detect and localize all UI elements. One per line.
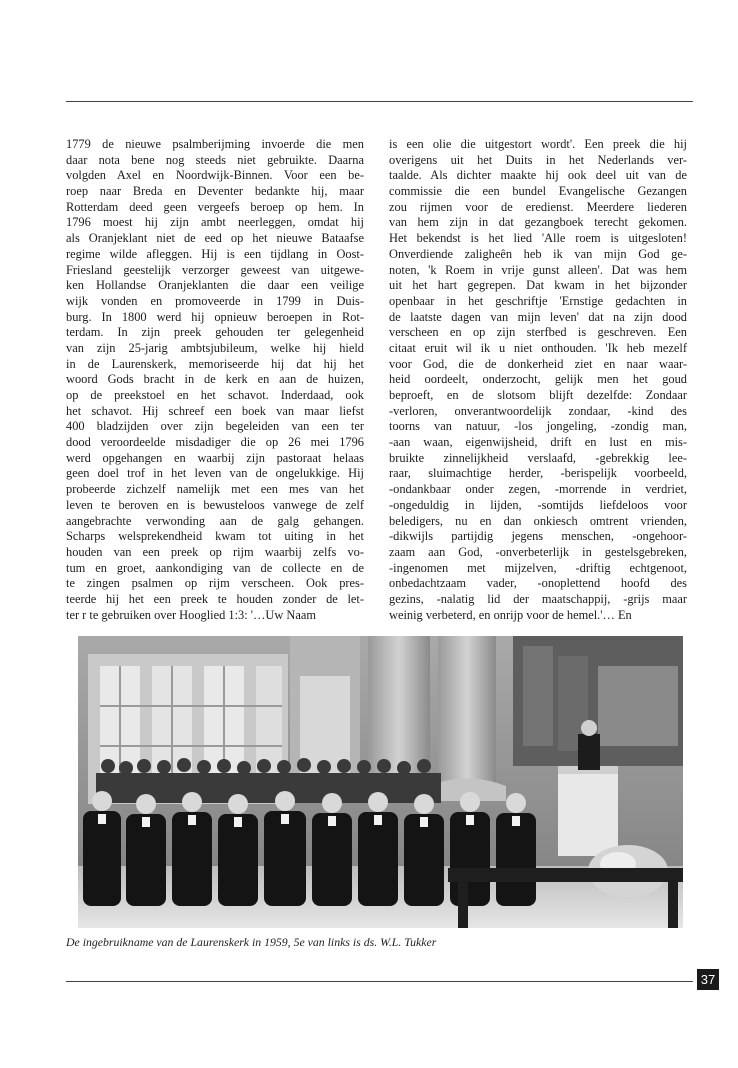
text-line: als Oranjeklant niet de eed op het nieuwe Bataafse xyxy=(66,231,364,246)
photo-caption: De ingebruikname van de Laurenskerk in 1959, 5e van links is ds. W.L. Tukker xyxy=(66,935,437,949)
text-line: leven te beroven en is bewusteloos vanwege de zelf xyxy=(66,497,364,512)
text-line: ter r te gebruiken over Hooglied 1:3: '…Uw Naam xyxy=(66,607,316,622)
bottom-rule xyxy=(66,981,693,982)
text-line: voor God, die de donkerheid ziet en naar waar- xyxy=(389,356,687,371)
text-line: is een olie die uitgestort wordt'. Een preek die hij xyxy=(389,137,687,151)
text-line: uit het hart gegrepen. Dat kwam in het bijzonder xyxy=(389,278,687,293)
top-rule xyxy=(66,101,693,102)
left-text-column xyxy=(66,137,364,623)
text-line: Rotterdam deed geen vergeefs beroep op hem. In xyxy=(66,199,364,214)
text-line: -ongeduldig in lijden, -somtijds liefdeloos voor xyxy=(389,497,687,512)
text-line: openbaar in het geschriftje 'Ernstige gedachten in xyxy=(389,293,687,308)
text-line: teerde hij het een preek te houden zonder de let- xyxy=(66,591,364,606)
text-line: commissie die een bundel Evangelische Gezangen xyxy=(389,184,687,199)
text-line: terdam. In zijn preek gehouden ter gelegenheid xyxy=(66,325,364,340)
page-number: 37 xyxy=(697,969,719,990)
text-line: regime wilde afleggen. Hij is een tijdlang in Oost- xyxy=(66,246,364,261)
text-line: citaat eruit wil ik u niet onthouden. 'Ik heb mezelf xyxy=(389,340,687,355)
text-line: raar, sluimachtige herder, -berispelijk voorbeeld, xyxy=(389,466,687,481)
text-line: zaam aan God, -onverbeterlijk in gestelsgebreken, xyxy=(389,544,687,559)
text-line: roep naar Breda en Deventer bedankte hij, maar xyxy=(66,184,364,199)
text-line: ken Hollandse Oranjeklanten die daar een veilige xyxy=(66,278,364,293)
text-line: bruikte zinnelijkheid verslaafd, -gebrekkig lee- xyxy=(389,450,687,465)
text-line: werd opgehangen en waarbij zijn pastoraat helaas xyxy=(66,450,364,465)
text-line: -ingenomen met mijzelven, -driftig echtgenoot, xyxy=(389,560,687,575)
text-line: beledigers, nu en dan onkiesch omtrent vrienden, xyxy=(389,513,687,528)
text-line: van zijn 25-jarig ambtsjubileum, welke hij hield xyxy=(66,340,364,355)
text-line: -aan waan, eigenwijsheid, drift en lust en mis- xyxy=(389,435,687,450)
text-line: de laatste dagen van mijn leven' dat na zijn dood xyxy=(389,309,687,324)
text-line: in de Laurenskerk, memoriseerde hij dat hij het xyxy=(66,356,364,371)
text-line: geen doel trof in het leven van de ongelukkige. Hij xyxy=(66,466,364,481)
text-line: noten, 'k Roem in vrije gunst alleen'. Dat was hem xyxy=(389,262,687,277)
text-line: probeerde zichzelf namelijk met een mes van het xyxy=(66,482,364,497)
text-line: taalde. Als dichter maakte hij ook deel uit van de xyxy=(389,168,687,183)
text-line: Onverdiende zaligheên heb ik van mijn God ge- xyxy=(389,246,687,261)
text-line: dood veroordeelde misdadiger die op 26 mei 1796 xyxy=(66,435,364,450)
text-line: beproeft, en de slotsom blijft dezelfde: Zondaar xyxy=(389,388,687,402)
text-line: -verloren, onverantwoordelijk zondaar, -kind des xyxy=(389,403,687,418)
text-line: wijk vonden en promoveerde in 1799 in Duis- xyxy=(66,293,364,308)
text-line: burg. In 1800 werd hij opnieuw beroepen in Rot- xyxy=(66,309,364,324)
church-photo xyxy=(78,636,683,928)
text-line: 1796 moest hij zijn ambt neerleggen, omdat hij xyxy=(66,215,364,230)
text-line: 1779 de nieuwe psalmberijming invoerde die men xyxy=(66,137,364,151)
text-line: onbedachtzaam vader, -onoplettend hoofd des xyxy=(389,576,687,591)
text-line: gezins, -nalatig lid der maatschappij, -grijs maar xyxy=(389,591,687,606)
text-line: toorns van natuur, -los jongeling, -zondig man, xyxy=(389,419,687,434)
text-line: Het bekendst is het lied 'Alle roem is uitgesloten! xyxy=(389,231,687,246)
text-line: aangebrachte verwonding aan de galg gehangen. xyxy=(66,513,364,528)
text-line: houden van een preek op rijm waarbij zelfs vo- xyxy=(66,544,364,559)
text-line: te zingen psalmen op rijm verscheen. Ook pres- xyxy=(66,576,364,591)
text-line: -dikwijls partijdig jegens menschen, -ongehoor- xyxy=(389,529,687,544)
text-line: verscheen en op zijn sterfbed is geschreven. Een xyxy=(389,325,687,340)
text-line: overigens uit het Duits in het Nederlands ver- xyxy=(389,152,687,167)
photo-illustration xyxy=(78,636,683,928)
text-line: 400 bladzijden over zijn begeleiden van een ter xyxy=(66,419,364,434)
text-line: van hem zijn in dat gezangboek terecht gekomen. xyxy=(389,215,687,230)
text-line: daar nota bene nog steeds niet gebruikte. Daarna xyxy=(66,152,364,167)
right-text-column xyxy=(389,137,687,623)
text-line: Friesland geestelijk verzorger geweest van uitgewe- xyxy=(66,262,364,277)
text-line: tum en groet, aankondiging van de collecte en de xyxy=(66,560,364,575)
text-line: Scharps welsprekendheid kwam tot uiting in het xyxy=(66,529,364,544)
text-line: op de preekstoel en het schavot. Inderdaad, ook xyxy=(66,388,364,402)
text-line: heid oordeelt, onderzocht, gelijk men het goud xyxy=(389,372,687,387)
text-line: volgden Axel en Noordwijk-Binnen. Voor een be- xyxy=(66,168,364,183)
text-line: weinig verbeterd, en onrijp voor de hemel.'… En xyxy=(389,607,632,622)
text-line: zou rijmen voor de eredienst. Meerdere liederen xyxy=(389,199,687,214)
text-line: woord Gods bracht in de kerk en aan de huizen, xyxy=(66,372,364,387)
text-line: -ondankbaar onder zegen, -morrende in verdriet, xyxy=(389,482,687,497)
text-line: het schavot. Hij schreef een boek van maar liefst xyxy=(66,403,364,418)
